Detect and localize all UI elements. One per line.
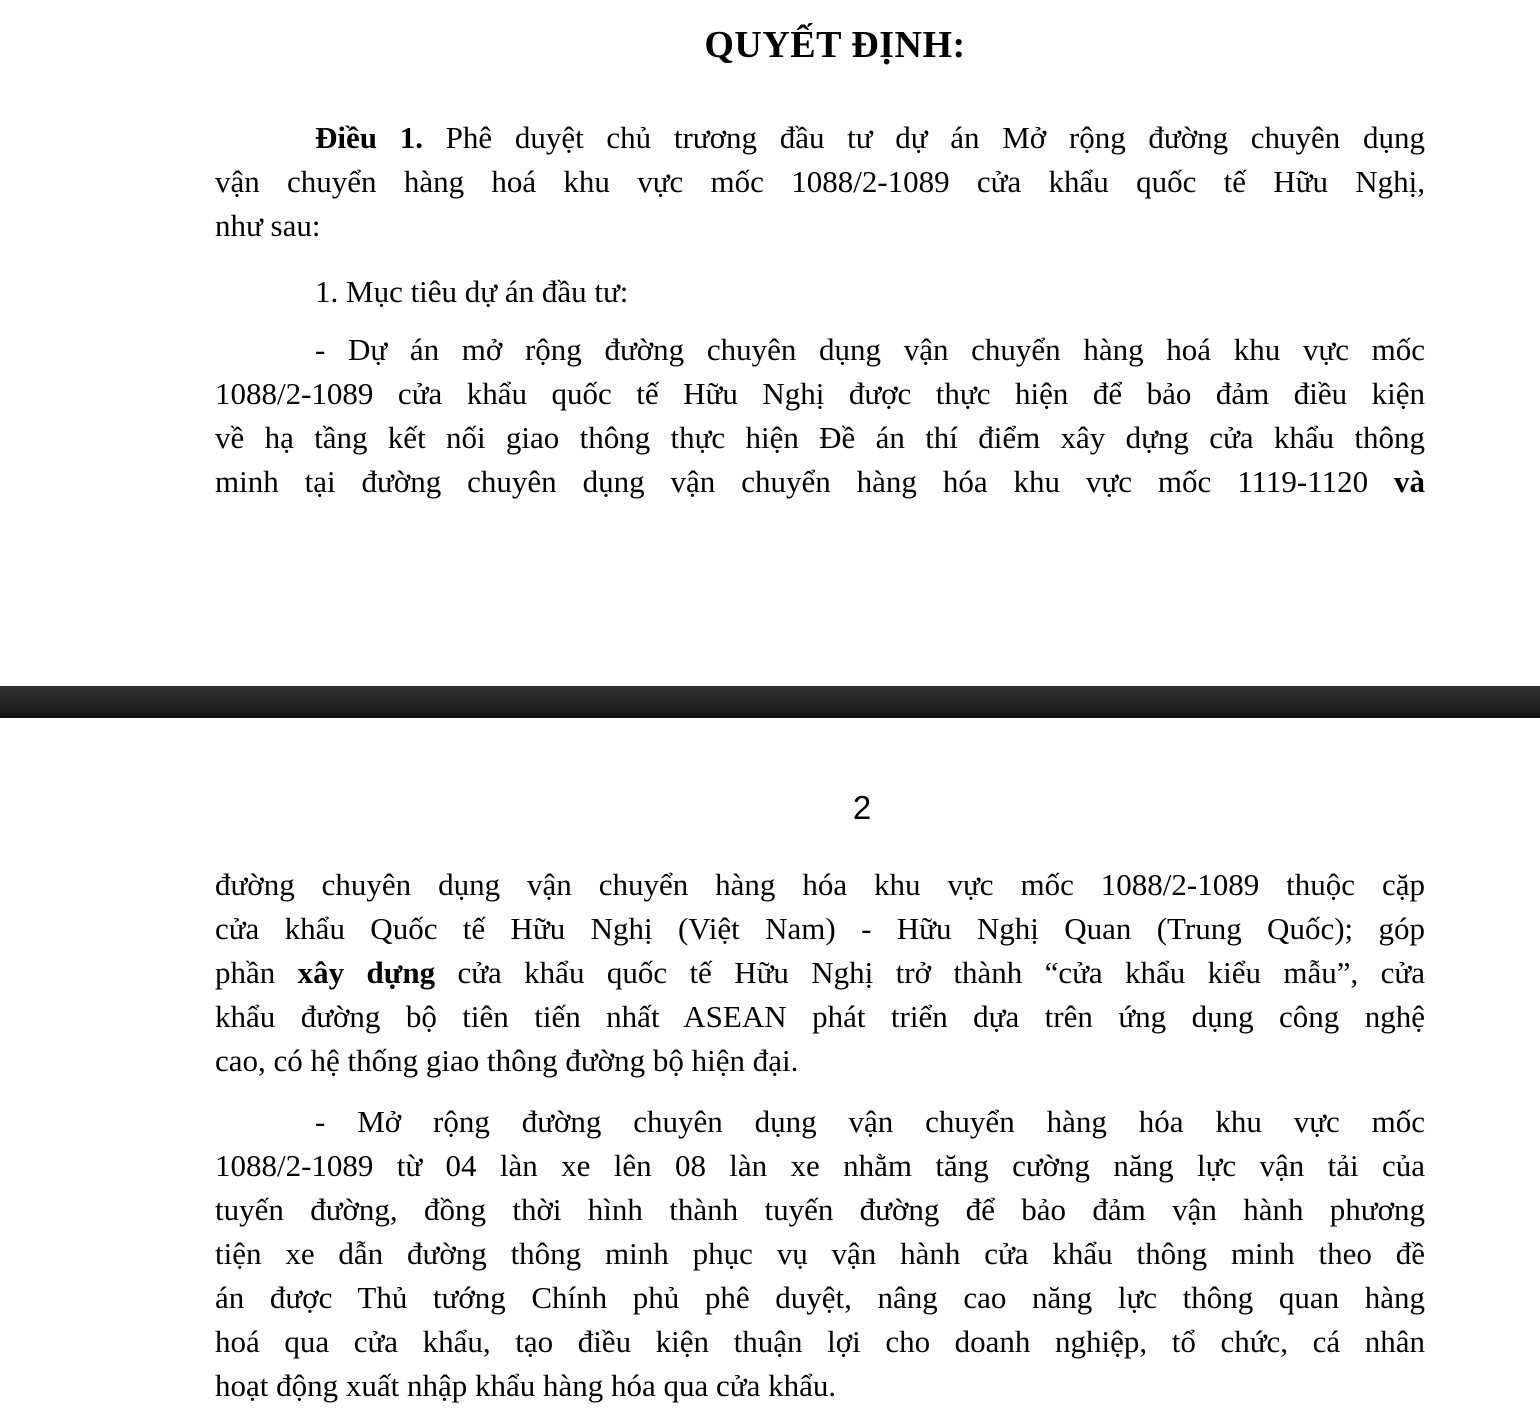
paragraph-article-1 (215, 116, 1425, 248)
text-line: đường chuyên dụng vận chuyển hàng hóa khu vực mốc 1088/2-1089 thuộc cặp (215, 867, 1425, 902)
text-line: về hạ tầng kết nối giao thông thực hiện Đề án thí điểm xây dựng cửa khẩu thông (215, 420, 1425, 455)
paragraph-bullet-1 (215, 328, 1425, 504)
document-title: QUYẾT ĐỊNH: (704, 24, 966, 66)
text-line: 1. Mục tiêu dự án đầu tư: (315, 274, 629, 309)
section-1-heading (215, 270, 1425, 314)
text-line: - Dự án mở rộng đường chuyên dụng vận chuyển hàng hoá khu vực mốc (315, 332, 1425, 367)
text-line: minh tại đường chuyên dụng vận chuyển hàng hóa khu vực mốc 1119-1120 và (215, 464, 1425, 499)
paragraph-bullet-2 (215, 1100, 1425, 1408)
text-line: 1088/2-1089 cửa khẩu quốc tế Hữu Nghị được thực hiện để bảo đảm điều kiện (215, 376, 1425, 411)
text-line: hoạt động xuất nhập khẩu hàng hóa qua cửa khẩu. (215, 1368, 837, 1403)
text-line: án được Thủ tướng Chính phủ phê duyệt, nâng cao năng lực thông quan hàng (215, 1280, 1425, 1315)
text-line: cửa khẩu Quốc tế Hữu Nghị (Việt Nam) - Hữu Nghị Quan (Trung Quốc); góp (215, 911, 1425, 946)
paragraph-continuation (215, 863, 1425, 1083)
text-line: vận chuyển hàng hoá khu vực mốc 1088/2-1089 cửa khẩu quốc tế Hữu Nghị, (215, 164, 1425, 199)
text-line: cao, có hệ thống giao thông đường bộ hiện đại. (215, 1043, 799, 1078)
page-2 (0, 786, 1540, 1408)
text-line: hoá qua cửa khẩu, tạo điều kiện thuận lợi cho doanh nghiệp, tổ chức, cá nhân (215, 1324, 1425, 1359)
page-number: 2 (852, 789, 872, 826)
page-separator (0, 686, 1540, 718)
text-line: tuyến đường, đồng thời hình thành tuyến đường để bảo đảm vận hành phương (215, 1192, 1425, 1227)
text-line: tiện xe dẫn đường thông minh phục vụ vận hành cửa khẩu thông minh theo đề (215, 1236, 1425, 1271)
text-line: - Mở rộng đường chuyên dụng vận chuyển hàng hóa khu vực mốc (315, 1104, 1425, 1139)
page-1 (0, 20, 1540, 504)
text-line: 1088/2-1089 từ 04 làn xe lên 08 làn xe nhằm tăng cường năng lực vận tải của (215, 1148, 1425, 1183)
text-line: Điều 1. Phê duyệt chủ trương đầu tư dự án Mở rộng đường chuyên dụng (315, 120, 1425, 155)
text-line: khẩu đường bộ tiên tiến nhất ASEAN phát triển dựa trên ứng dụng công nghệ (215, 999, 1425, 1034)
text-line: phần xây dựng cửa khẩu quốc tế Hữu Nghị trở thành “cửa khẩu kiểu mẫu”, cửa (215, 955, 1425, 990)
document-viewer[interactable] (0, 20, 1540, 1408)
text-line: như sau: (215, 208, 321, 243)
